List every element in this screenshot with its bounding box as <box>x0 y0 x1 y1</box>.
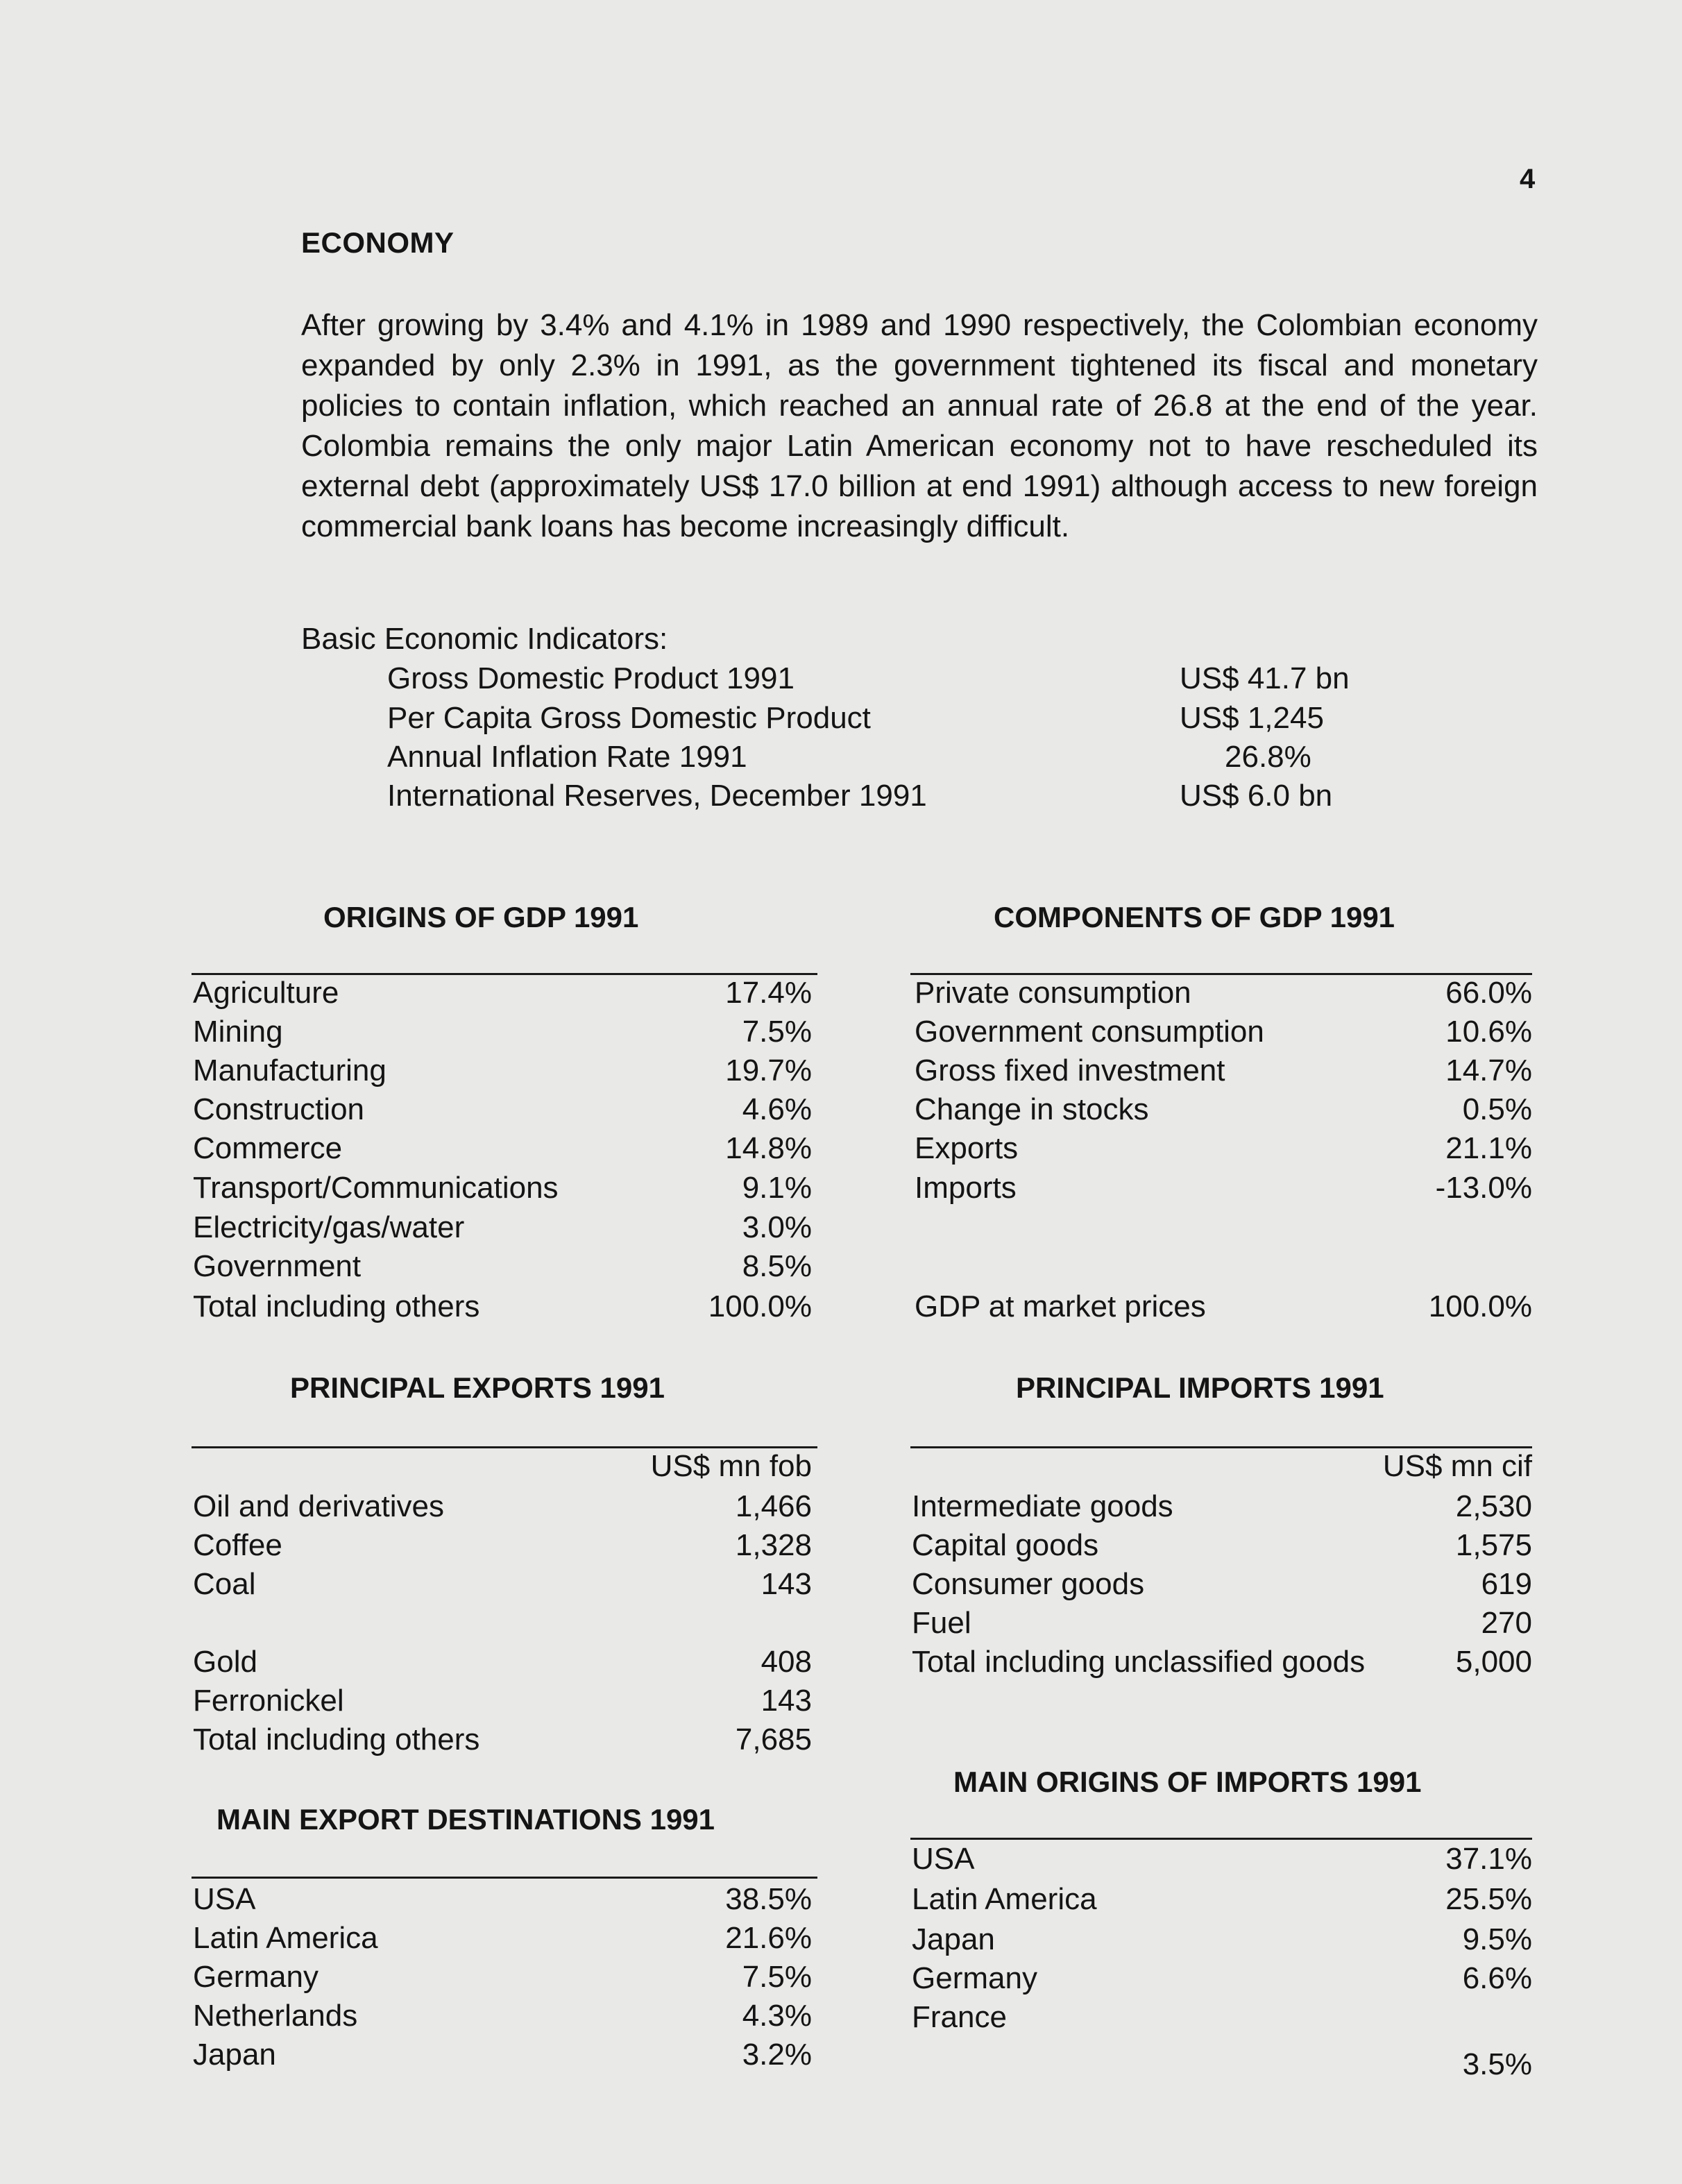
table-row <box>915 1053 1532 1092</box>
row-value: 619 <box>1481 1567 1532 1601</box>
row-label: Construction <box>193 1092 365 1126</box>
row-label: Government consumption <box>915 1015 1264 1049</box>
table-row <box>915 1171 1532 1210</box>
row-value: 21.1% <box>1445 1131 1532 1165</box>
row-value: 408 <box>761 1645 812 1679</box>
gdp-origins-table <box>193 976 812 1337</box>
table-row <box>193 1645 812 1684</box>
row-label: Manufacturing <box>193 1053 386 1087</box>
table-row <box>193 1999 812 2038</box>
row-value: 100.0% <box>708 1289 812 1323</box>
import-origins-title: MAIN ORIGINS OF IMPORTS 1991 <box>953 1766 1422 1798</box>
import-origins-rule <box>910 1838 1532 1840</box>
row-value: 8.5% <box>742 1249 812 1283</box>
row-value: 17.4% <box>725 976 812 1010</box>
row-value: 1,575 <box>1455 1528 1532 1562</box>
row-label: USA <box>193 1882 256 1916</box>
row-label: USA <box>912 1842 975 1876</box>
row-label: Total including others <box>193 1722 480 1756</box>
row-label: Consumer goods <box>912 1567 1145 1601</box>
table-row <box>193 1053 812 1092</box>
row-value: 4.3% <box>742 1999 812 2033</box>
export-destinations-rule <box>192 1877 817 1879</box>
section-heading: ECONOMY <box>301 226 455 259</box>
row-label: Intermediate goods <box>912 1489 1173 1523</box>
exports-title: PRINCIPAL EXPORTS 1991 <box>290 1371 665 1404</box>
table-total-row <box>912 1645 1532 1684</box>
row-label: GDP at market prices <box>915 1289 1206 1323</box>
table-row <box>912 1922 1532 1961</box>
table-row <box>912 1842 1532 1881</box>
row-label: Transport/Communications <box>193 1171 559 1205</box>
row-label: Capital goods <box>912 1528 1099 1562</box>
row-value: 0.5% <box>1462 1092 1532 1126</box>
row-label: Commerce <box>193 1131 343 1165</box>
row-value: 66.0% <box>1445 976 1532 1010</box>
indicator-value: US$ 1,245 <box>1180 701 1324 735</box>
row-label: Gold <box>193 1645 257 1679</box>
row-label: Netherlands <box>193 1999 358 2033</box>
table-row <box>912 1882 1532 1921</box>
table-row <box>193 1210 812 1249</box>
imports-unit: US$ mn cif <box>1382 1449 1532 1483</box>
row-label: Ferronickel <box>193 1684 344 1718</box>
table-row <box>193 1489 812 1528</box>
export-destinations-table <box>193 1882 812 2083</box>
row-value: 7.5% <box>742 1015 812 1049</box>
gdp-components-table <box>915 976 1532 1337</box>
gdp-origins-title: ORIGINS OF GDP 1991 <box>323 901 639 933</box>
imports-table <box>912 1489 1532 1698</box>
indicator-value: US$ 41.7 bn <box>1180 661 1350 695</box>
row-value: 3.0% <box>742 1210 812 1244</box>
exports-rule <box>192 1446 817 1448</box>
table-total-row <box>915 1289 1532 1328</box>
table-row <box>912 1528 1532 1567</box>
indicator-label: International Reserves, December 1991 <box>387 779 927 813</box>
row-value: 143 <box>761 1684 812 1718</box>
row-value: 1,466 <box>735 1489 812 1523</box>
row-label: Agriculture <box>193 976 339 1010</box>
intro-paragraph: After growing by 3.4% and 4.1% in 1989 and 1990 respectively, the Colombian economy expanded by only 2.3% in 1991, as the government tightened its fiscal and monetary policies to contain inflation, which reached an annual rate of 26.8 at the end of the year. Colombia remains the only major Latin American economy not to have rescheduled its external debt (approximately US$ 17.0 billion at end 1991) although access to new foreign commercial bank loans has become increasingly difficult. <box>301 308 1538 543</box>
row-value: 25.5% <box>1445 1882 1532 1916</box>
table-row <box>193 1882 812 1921</box>
table-row <box>912 2047 1532 2086</box>
row-label: Oil and derivatives <box>193 1489 444 1523</box>
row-label: Government <box>193 1249 362 1283</box>
indicator-label: Per Capita Gross Domestic Product <box>387 701 871 735</box>
row-value: 19.7% <box>725 1053 812 1087</box>
row-label: Exports <box>915 1131 1019 1165</box>
row-value: 9.1% <box>742 1171 812 1205</box>
row-label: Gross fixed investment <box>915 1053 1225 1087</box>
table-row <box>915 1131 1532 1170</box>
table-row <box>193 1131 812 1170</box>
table-row <box>912 2000 1532 2039</box>
table-row <box>193 1722 812 1761</box>
row-value: 7,685 <box>735 1722 812 1756</box>
row-label: Private consumption <box>915 976 1191 1010</box>
table-row <box>193 1289 812 1328</box>
row-value: 1,328 <box>735 1528 812 1562</box>
indicator-label: Gross Domestic Product 1991 <box>387 661 795 695</box>
row-label: France <box>912 2000 1007 2034</box>
row-label: Mining <box>193 1015 283 1049</box>
row-value: 2,530 <box>1455 1489 1532 1523</box>
row-label: Change in stocks <box>915 1092 1149 1126</box>
table-row <box>193 1921 812 1960</box>
imports-title: PRINCIPAL IMPORTS 1991 <box>1016 1371 1384 1404</box>
indicator-value: US$ 6.0 bn <box>1180 779 1333 813</box>
row-value: 143 <box>761 1567 812 1601</box>
row-label: Germany <box>193 1960 318 1994</box>
row-label: Latin America <box>193 1921 378 1955</box>
row-label: Coffee <box>193 1528 282 1562</box>
row-value: 9.5% <box>1462 1922 1532 1956</box>
row-value: 270 <box>1481 1606 1532 1640</box>
indicator-label: Annual Inflation Rate 1991 <box>387 740 747 774</box>
row-label: Total including unclassified goods <box>912 1645 1366 1679</box>
row-value: 21.6% <box>725 1921 812 1955</box>
row-label: Japan <box>912 1922 995 1956</box>
row-value: 3.5% <box>1462 2047 1532 2081</box>
table-row <box>912 1489 1532 1528</box>
table-row <box>193 1171 812 1210</box>
row-value: 6.6% <box>1462 1961 1532 1995</box>
row-value: 100.0% <box>1428 1289 1532 1323</box>
row-value: 3.2% <box>742 2038 812 2072</box>
indicator-value: 26.8% <box>1225 740 1311 774</box>
export-destinations-title: MAIN EXPORT DESTINATIONS 1991 <box>216 1803 715 1836</box>
table-row <box>193 1960 812 1999</box>
imports-rule <box>910 1446 1532 1448</box>
table-row <box>912 1961 1532 2000</box>
table-row <box>915 1015 1532 1053</box>
row-value: 7.5% <box>742 1960 812 1994</box>
table-row <box>193 976 812 1015</box>
exports-table <box>193 1489 812 1774</box>
table-row <box>193 1249 812 1288</box>
table-row <box>193 1528 812 1567</box>
row-value: 10.6% <box>1445 1015 1532 1049</box>
row-value: 14.8% <box>725 1131 812 1165</box>
gdp-components-rule <box>910 973 1532 975</box>
gdp-origins-rule <box>192 973 817 975</box>
table-row <box>193 1684 812 1722</box>
row-label: Electricity/gas/water <box>193 1210 465 1244</box>
table-row <box>193 1567 812 1606</box>
table-row <box>912 1606 1532 1645</box>
row-value: 5,000 <box>1455 1645 1532 1679</box>
table-row <box>915 1092 1532 1131</box>
table-row <box>193 1015 812 1053</box>
row-value: 37.1% <box>1445 1842 1532 1876</box>
row-value: 38.5% <box>725 1882 812 1916</box>
table-row <box>915 976 1532 1015</box>
import-origins-table <box>912 1842 1532 2092</box>
row-label: Total including others <box>193 1289 480 1323</box>
table-row <box>912 1567 1532 1606</box>
row-label: Latin America <box>912 1882 1097 1916</box>
table-row <box>193 2038 812 2076</box>
row-label: Imports <box>915 1171 1017 1205</box>
row-value: 14.7% <box>1445 1053 1532 1087</box>
table-row <box>193 1092 812 1131</box>
indicators-title: Basic Economic Indicators: <box>301 622 668 656</box>
row-label: Fuel <box>912 1606 971 1640</box>
row-label: Japan <box>193 2038 276 2072</box>
row-value: 4.6% <box>742 1092 812 1126</box>
row-value: -13.0% <box>1435 1171 1532 1205</box>
row-label: Germany <box>912 1961 1037 1995</box>
row-label: Coal <box>193 1567 256 1601</box>
gdp-components-title: COMPONENTS OF GDP 1991 <box>994 901 1395 933</box>
page-number: 4 <box>1520 164 1536 194</box>
exports-unit: US$ mn fob <box>650 1449 812 1483</box>
